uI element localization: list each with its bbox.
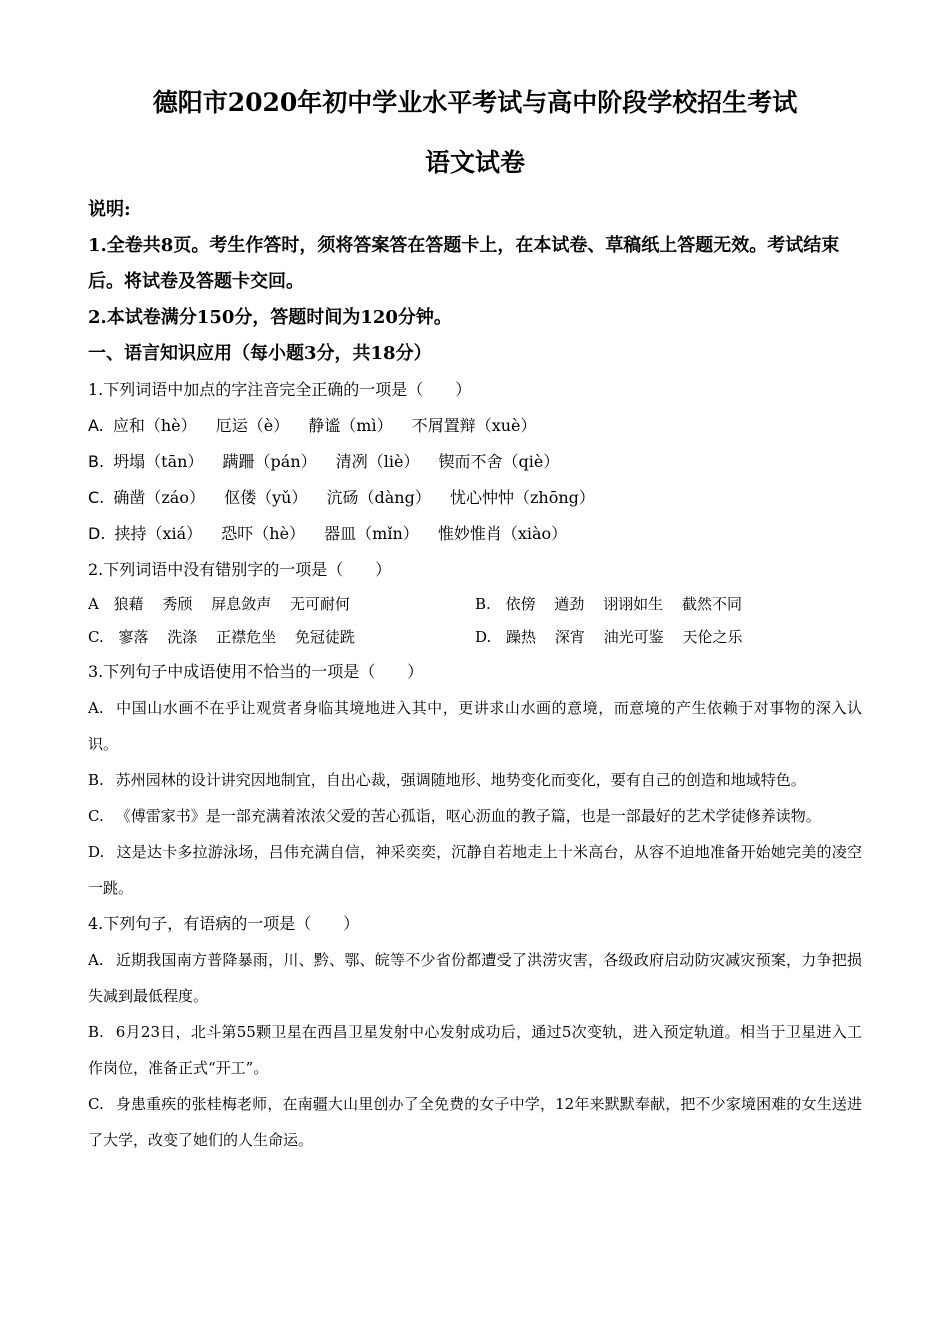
option-letter: C.: [88, 1095, 104, 1113]
question-stem: 1.下列词语中加点的字注音完全正确的一项是（ ）: [88, 380, 472, 399]
question-3: [88, 654, 862, 906]
option-text: 苏州园林的设计讲究因地制宜，自出心裁，强调随地形、地势变化而变化，要有自己的创造和地域特色。: [115, 771, 806, 789]
question-2-row-1: [88, 588, 862, 621]
question-stem: 2.下列词语中没有错别字的一项是（ ）: [88, 560, 392, 579]
option-word: 器皿（mǐn）: [324, 524, 419, 543]
option-word: 洗涤: [167, 628, 198, 646]
question-4-option-a: [88, 942, 862, 1014]
question-3-option-c: [88, 798, 862, 834]
option-word: 忧心忡忡（zhōng）: [449, 488, 595, 507]
option-letter: D.: [88, 843, 105, 861]
option-word: 静谧（mì）: [308, 416, 393, 435]
exam-title: 德阳市2020年初中学业水平考试与高中阶段学校招生考试: [152, 88, 798, 117]
option-word: 秀颀: [162, 595, 193, 613]
option-letter: D.: [88, 524, 106, 543]
option-word: 截然不同: [681, 595, 742, 613]
option-word: 恐吓（hè）: [221, 524, 306, 543]
question-4: [88, 906, 862, 1158]
option-word: 厄运（è）: [215, 416, 290, 435]
question-1-option-a: [88, 408, 862, 444]
instructions: [88, 192, 862, 336]
option-letter: B.: [88, 1023, 104, 1041]
question-1-option-d: [88, 516, 862, 552]
option-word: 寥落: [118, 628, 149, 646]
instruction-2: 2.本试卷满分150分，答题时间为120分钟。: [88, 307, 452, 328]
option-letter: A.: [88, 416, 104, 435]
option-text: 身患重疾的张桂梅老师，在南疆大山里创办了全免费的女子中学，12年来默默奉献，把不少家境困难的女生送进了大学，改变了她们的人生命运。: [88, 1095, 862, 1149]
option-text: 近期我国南方普降暴雨，川、黔、鄂、皖等不少省份都遭受了洪涝灾害，各级政府启动防灾减灾预案，力争把损失减到最低程度。: [88, 951, 862, 1005]
option-letter: C.: [88, 807, 104, 825]
option-word: 免冠徒跣: [294, 628, 355, 646]
question-2-row-2: [88, 621, 862, 654]
option-text: 这是达卡多拉游泳场，吕伟充满自信，神采奕奕，沉静自若地走上十米高台，从容不迫地准备开始她完美的凌空一跳。: [88, 843, 862, 897]
option-letter: B.: [475, 595, 491, 613]
option-text: 《傅雷家书》是一部充满着浓浓父爱的苦心孤诣，呕心沥血的教子篇，也是一部最好的艺术学徒修养读物。: [115, 807, 821, 825]
option-text: 中国山水画不在乎让观赏者身临其境地进入其中，更讲求山水画的意境，而意境的产生依赖于对事物的深入认识。: [88, 699, 862, 753]
question-stem: 3.下列句子中成语使用不恰当的一项是（ ）: [88, 662, 424, 681]
option-letter: A.: [88, 699, 104, 717]
instructions-label: 说明:: [88, 199, 131, 220]
question-4-option-b: [88, 1014, 862, 1086]
option-word: 深宵: [554, 628, 585, 646]
option-word: 狼藉: [113, 595, 144, 613]
option-letter: B.: [88, 452, 105, 471]
exam-subtitle: 语文试卷: [424, 148, 525, 177]
question-2-option-b: [475, 588, 862, 621]
option-word: 正襟危坐: [216, 628, 277, 646]
option-word: 遒劲: [554, 595, 585, 613]
option-word: 躁热: [506, 628, 537, 646]
option-word: 屏息敛声: [211, 595, 272, 613]
question-2-option-c: [88, 621, 475, 654]
option-text: 6月23日，北斗第55颗卫星在西昌卫星发射中心发射成功后，通过5次变轨，进入预定轨道。相当于卫星进入工作岗位，准备正式“开工”。: [88, 1023, 862, 1077]
option-word: 锲而不舍（qiè）: [438, 452, 560, 471]
question-stem: 4.下列句子，有语病的一项是（ ）: [88, 914, 360, 933]
option-word: 无可耐何: [290, 595, 351, 613]
option-word: 不屑置辩（xuè）: [411, 416, 537, 435]
option-word: 惟妙惟肖（xiào）: [437, 524, 568, 543]
question-3-option-b: [88, 762, 862, 798]
section-heading: 一、语言知识应用（每小题3分，共18分）: [88, 343, 432, 364]
option-word: 确凿（záo）: [113, 488, 205, 507]
option-letter: D.: [475, 628, 492, 646]
question-1-option-b: [88, 444, 862, 480]
option-word: 诩诩如生: [603, 595, 664, 613]
question-4-option-c: [88, 1086, 862, 1158]
option-word: 挟持（xiá）: [114, 524, 203, 543]
option-word: 依傍: [505, 595, 536, 613]
option-word: 油光可鉴: [603, 628, 664, 646]
option-word: 清冽（liè）: [335, 452, 420, 471]
option-letter: A.: [88, 951, 104, 969]
option-letter: B.: [88, 771, 104, 789]
option-letter: C.: [88, 488, 105, 507]
option-word: 应和（hè）: [112, 416, 197, 435]
option-letter: A: [88, 595, 99, 613]
option-word: 伛偻（yǔ）: [224, 488, 308, 507]
question-1: [88, 372, 862, 552]
instruction-1: 1.全卷共8页。考生作答时，须将答案答在答题卡上，在本试卷、草稿纸上答题无效。考试结束后。将试卷及答题卡交回。: [88, 235, 840, 292]
question-3-option-a: [88, 690, 862, 762]
question-1-option-c: [88, 480, 862, 516]
question-2-option-a: [88, 588, 475, 621]
option-word: 蹒跚（pán）: [222, 452, 317, 471]
option-word: 坍塌（tān）: [113, 452, 204, 471]
question-3-option-d: [88, 834, 862, 906]
question-2-option-d: [475, 621, 862, 654]
option-letter: C.: [88, 628, 104, 646]
question-2: [88, 552, 862, 654]
option-word: 天伦之乐: [682, 628, 743, 646]
option-word: 沆砀（dàng）: [326, 488, 431, 507]
